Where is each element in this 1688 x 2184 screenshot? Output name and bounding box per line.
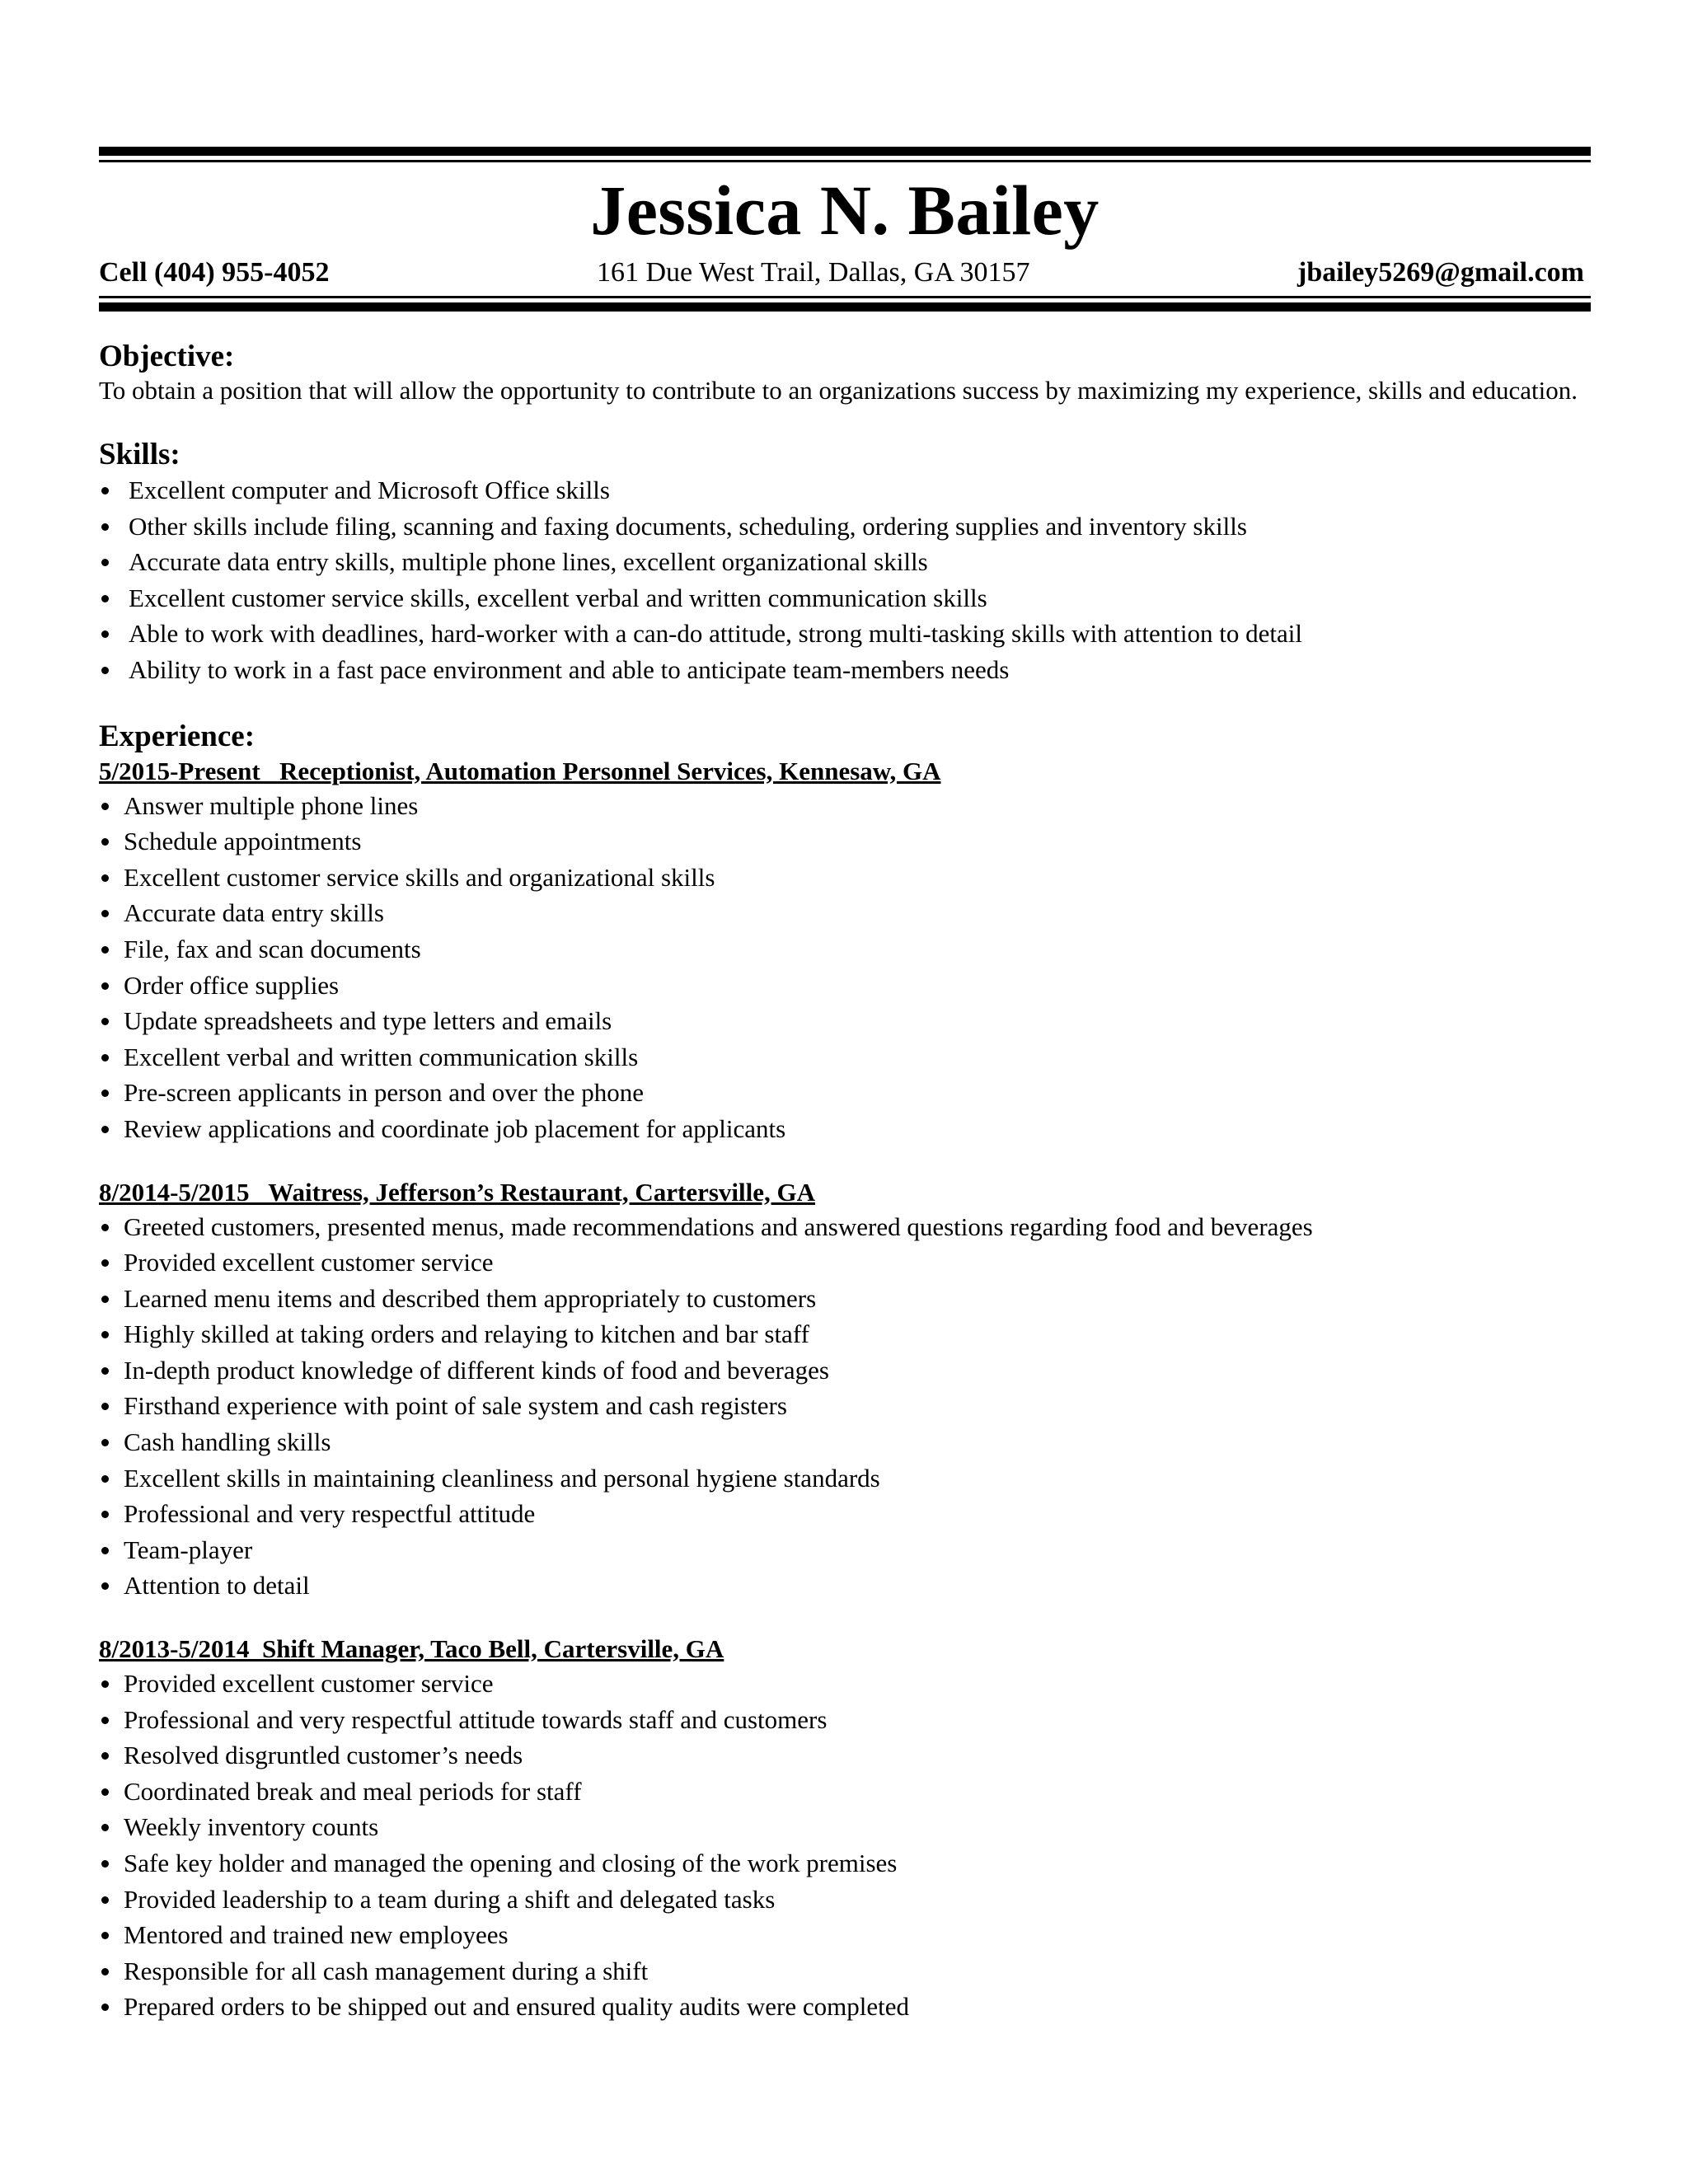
skill-item [99, 472, 1591, 509]
duty-text: Weekly inventory counts [124, 1812, 379, 1842]
job-heading: 8/2013-5/2014 Shift Manager, Taco Bell, Cartersville, GA [99, 1634, 724, 1664]
skill-text: Accurate data entry skills, multiple phone lines, excellent organizational skills [129, 547, 928, 577]
bullet-icon [101, 667, 109, 674]
bullet-icon [101, 1224, 109, 1231]
job-entry-shift-manager [99, 1632, 1591, 2025]
duty-text: Learned menu items and described them appropriately to customers [124, 1283, 817, 1313]
bullet-icon [101, 874, 109, 882]
duty-text: Provided excellent customer service [124, 1669, 494, 1699]
duty-item [99, 1316, 1591, 1352]
duty-text: Excellent skills in maintaining cleanliness and personal hygiene standards [124, 1463, 880, 1493]
duty-item [99, 1460, 1591, 1497]
duty-item [99, 1281, 1591, 1317]
skill-text: Ability to work in a fast pace environment and able to anticipate team-members needs [129, 654, 1010, 684]
duty-item [99, 968, 1591, 1004]
bullet-icon [101, 1018, 109, 1025]
bullet-icon [101, 1582, 109, 1590]
contact-line [99, 256, 1591, 289]
bullet-icon [101, 1752, 109, 1760]
job-entry-waitress [99, 1175, 1591, 1605]
skill-text: Excellent computer and Microsoft Office skills [129, 476, 610, 504]
duty-item [99, 1737, 1591, 1774]
skill-item [99, 580, 1591, 616]
skill-text: Excellent customer service skills, excellent verbal and written communication skills [129, 583, 987, 612]
header-top-rule [99, 147, 1591, 156]
bullet-icon [101, 1824, 109, 1831]
duty-text: Schedule appointments [124, 827, 362, 856]
bullet-icon [101, 1367, 109, 1375]
objective-text: To obtain a position that will allow the opportunity to contribute to an organizations success by maximizing my experience, skills and education. [99, 376, 1578, 405]
duty-item [99, 1953, 1591, 1990]
bullet-icon [101, 1547, 109, 1554]
duty-text: Accurate data entry skills [124, 898, 384, 928]
duty-item [99, 1532, 1591, 1568]
skill-item [99, 509, 1591, 545]
bullet-icon [101, 1475, 109, 1483]
skill-text: Able to work with deadlines, hard-worker with a can-do attitude, strong multi-tasking skills with attention to detail [129, 619, 1302, 649]
duty-text: Excellent customer service skills and organizational skills [124, 862, 715, 892]
job-duties-list [99, 1209, 1591, 1605]
bullet-icon [101, 838, 109, 846]
duty-text: Update spreadsheets and type letters and emails [124, 1006, 612, 1036]
header-top-thin-rule [99, 160, 1591, 162]
duty-item [99, 1003, 1591, 1039]
experience-title: Experience: [99, 719, 256, 753]
duty-text: Answer multiple phone lines [124, 790, 419, 820]
duty-text: Review applications and coordinate job placement for applicants [124, 1113, 786, 1143]
duty-item [99, 1774, 1591, 1810]
skill-item [99, 616, 1591, 652]
duty-item [99, 1209, 1591, 1245]
duty-text: Attention to detail [124, 1571, 310, 1601]
duty-text: Prepared orders to be shipped out and ensured quality audits were completed [124, 1992, 909, 2022]
duty-item [99, 1352, 1591, 1389]
email-address: jbailey5269@gmail.com [1297, 257, 1584, 288]
bullet-icon [101, 1403, 109, 1410]
job-heading: 8/2014-5/2015 Waitress, Jefferson’s Restaurant, Cartersville, GA [99, 1177, 816, 1207]
skill-text: Other skills include filing, scanning and faxing documents, scheduling, ordering supplies and inventory skills [129, 511, 1247, 541]
bullet-icon [101, 982, 109, 990]
duty-text: Responsible for all cash management during a shift [124, 1956, 649, 1985]
duty-item [99, 1882, 1591, 1918]
bullet-icon [101, 2004, 109, 2011]
duty-item [99, 1496, 1591, 1532]
duty-item [99, 860, 1591, 896]
bullet-icon [101, 1090, 109, 1097]
duty-item [99, 1039, 1591, 1076]
bullet-icon [101, 1331, 109, 1338]
duty-text: Professional and very respectful attitude [124, 1499, 536, 1529]
duty-item [99, 823, 1591, 860]
duty-item [99, 1809, 1591, 1845]
objective-title: Objective: [99, 340, 235, 373]
duty-text: Resolved disgruntled customer’s needs [124, 1741, 523, 1770]
duty-item [99, 1244, 1591, 1281]
duty-text: Greeted customers, presented menus, made recommendations and answered questions regarding food and beverages [124, 1212, 1313, 1241]
bullet-icon [101, 559, 109, 566]
bullet-icon [101, 1439, 109, 1446]
duty-item [99, 1917, 1591, 1953]
duty-item [99, 895, 1591, 931]
duty-text: Cash handling skills [124, 1427, 331, 1457]
bullet-icon [101, 910, 109, 917]
header-bottom-rule [99, 302, 1591, 312]
duty-item [99, 1702, 1591, 1738]
duty-text: Mentored and trained new employees [124, 1920, 509, 1950]
duty-item [99, 1666, 1591, 1702]
skill-item [99, 544, 1591, 580]
job-duties-list [99, 788, 1591, 1147]
bullet-icon [101, 1717, 109, 1724]
address: 161 Due West Trail, Dallas, GA 30157 [597, 257, 1030, 288]
duty-text: Provided leadership to a team during a shift and delegated tasks [124, 1884, 776, 1914]
bullet-icon [101, 1511, 109, 1518]
duty-item [99, 1075, 1591, 1111]
bullet-icon [101, 1259, 109, 1267]
duty-text: Firsthand experience with point of sale system and cash registers [124, 1391, 787, 1421]
candidate-name: Jessica N. Bailey [590, 171, 1100, 250]
duty-text: Highly skilled at taking orders and relaying to kitchen and bar staff [124, 1319, 809, 1349]
resume-page [99, 147, 1591, 2025]
bullet-icon [101, 523, 109, 531]
duty-text: Provided excellent customer service [124, 1248, 494, 1277]
bullet-icon [101, 595, 109, 602]
job-entry-receptionist [99, 754, 1591, 1147]
duty-text: Excellent verbal and written communication skills [124, 1042, 639, 1071]
duty-item [99, 788, 1591, 824]
duty-text: Team-player [124, 1535, 253, 1564]
bullet-icon [101, 630, 109, 638]
duty-item [99, 1388, 1591, 1424]
bullet-icon [101, 1788, 109, 1796]
bullet-icon [101, 1896, 109, 1904]
bullet-icon [101, 1860, 109, 1868]
skills-list [99, 472, 1591, 688]
bullet-icon [101, 1126, 109, 1133]
duty-item [99, 1568, 1591, 1604]
skill-item [99, 652, 1591, 688]
duty-item [99, 1424, 1591, 1460]
bullet-icon [101, 1968, 109, 1975]
bullet-icon [101, 1680, 109, 1688]
job-duties-list [99, 1666, 1591, 2025]
job-heading: 5/2015-Present Receptionist, Automation Personnel Services, Kennesaw, GA [99, 756, 941, 785]
header-bottom-thin-rule [99, 296, 1591, 298]
duty-item [99, 1845, 1591, 1882]
skills-title: Skills: [99, 438, 181, 471]
duty-item [99, 1111, 1591, 1147]
bullet-icon [101, 1054, 109, 1062]
duty-text: In-depth product knowledge of different kinds of food and beverages [124, 1355, 829, 1385]
duty-text: Safe key holder and managed the opening and closing of the work premises [124, 1849, 898, 1877]
duty-item [99, 931, 1591, 968]
bullet-icon [101, 803, 109, 810]
duty-text: Order office supplies [124, 970, 340, 1000]
bullet-icon [101, 1932, 109, 1939]
duty-text: Pre-screen applicants in person and over the phone [124, 1078, 644, 1108]
duty-text: File, fax and scan documents [124, 934, 421, 963]
bullet-icon [101, 1296, 109, 1303]
duty-text: Professional and very respectful attitude towards staff and customers [124, 1704, 828, 1734]
duty-item [99, 1989, 1591, 2025]
bullet-icon [101, 487, 109, 494]
duty-text: Coordinated break and meal periods for staff [124, 1776, 582, 1806]
phone-number: Cell (404) 955-4052 [99, 257, 330, 288]
bullet-icon [101, 946, 109, 954]
